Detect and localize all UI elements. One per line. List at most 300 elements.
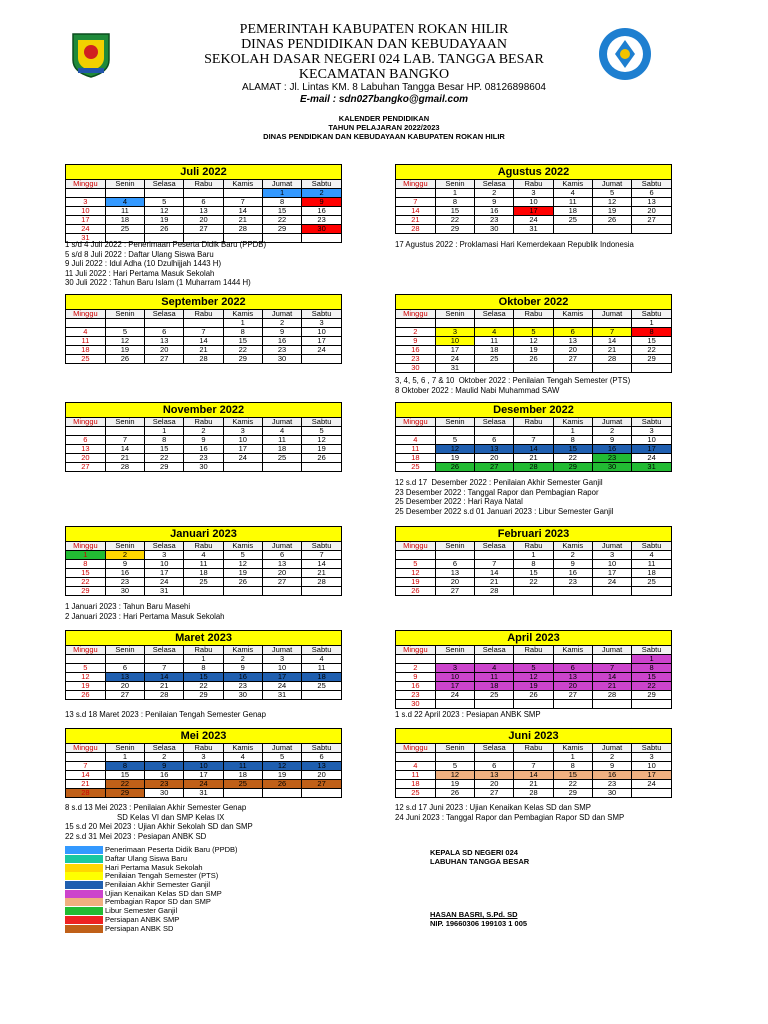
day-cell: 26 (435, 463, 474, 472)
weekday-header: Rabu (514, 542, 553, 551)
day-cell: 3 (223, 427, 262, 436)
day-cell (592, 319, 631, 328)
academic-year: TAHUN PELAJARAN 2022/2023 (328, 123, 440, 132)
weekday-header: Rabu (184, 310, 223, 319)
day-cell: 7 (514, 436, 553, 445)
day-cell: 16 (184, 445, 223, 454)
day-cell: 28 (592, 355, 631, 364)
day-cell (514, 587, 553, 596)
day-cell (145, 319, 184, 328)
day-cell: 26 (105, 355, 144, 364)
day-cell: 27 (262, 578, 301, 587)
event-note: 30 Juli 2022 : Tahun Baru Islam (1 Muharram 1444 H) (65, 278, 251, 287)
day-cell: 11 (475, 337, 514, 346)
day-cell: 25 (396, 789, 435, 798)
day-cell: 30 (184, 463, 223, 472)
weekday-header: Rabu (184, 180, 223, 189)
weekday-header: Jumat (262, 744, 301, 753)
day-cell: 19 (105, 346, 144, 355)
day-cell: 17 (262, 673, 301, 682)
day-cell: 10 (435, 673, 474, 682)
day-cell: 2 (184, 427, 223, 436)
day-cell (184, 319, 223, 328)
day-cell (223, 789, 262, 798)
weekday-header: Senin (435, 646, 474, 655)
month-title: September 2022 (66, 295, 341, 310)
event-note: 15 s.d 20 Mei 2023 : Ujian Akhir Sekolah SD dan SMP (65, 822, 253, 831)
weekday-header: Kamis (553, 180, 592, 189)
day-cell: 17 (145, 569, 184, 578)
day-cell: 21 (514, 780, 553, 789)
day-cell: 25 (302, 682, 341, 691)
day-cell (632, 364, 671, 373)
day-cell (105, 655, 144, 664)
day-cell (66, 189, 105, 198)
day-cell: 30 (223, 691, 262, 700)
day-cell: 1 (223, 319, 262, 328)
day-cell: 18 (553, 207, 592, 216)
day-cell: 7 (396, 198, 435, 207)
day-cell: 12 (514, 337, 553, 346)
day-cell: 6 (475, 762, 514, 771)
day-cell: 15 (145, 445, 184, 454)
day-cell: 20 (475, 780, 514, 789)
weekday-header: Kamis (553, 542, 592, 551)
day-cell: 20 (66, 454, 105, 463)
day-cell: 27 (302, 780, 341, 789)
weekday-header: Senin (435, 744, 474, 753)
day-cell: 23 (302, 216, 341, 225)
day-cell (514, 427, 553, 436)
calendar-okt (395, 294, 672, 373)
day-cell: 10 (435, 337, 474, 346)
calendar-jun (395, 728, 672, 798)
day-cell: 19 (262, 771, 301, 780)
day-cell: 28 (514, 463, 553, 472)
event-note: 5 s/d 8 Juli 2022 : Daftar Ulang Siswa Baru (65, 249, 214, 259)
day-cell: 26 (66, 691, 105, 700)
event-note: SD Kelas VI dan SMP Kelas IX (65, 812, 225, 822)
day-cell: 13 (475, 445, 514, 454)
day-cell: 7 (184, 328, 223, 337)
day-cell: 19 (592, 207, 631, 216)
legend-swatch (65, 925, 103, 933)
legend-swatch (65, 898, 103, 906)
day-cell: 26 (514, 691, 553, 700)
calendar-agu (395, 164, 672, 234)
day-cell: 5 (145, 198, 184, 207)
day-cell: 28 (514, 789, 553, 798)
day-cell: 6 (435, 560, 474, 569)
day-cell: 21 (105, 454, 144, 463)
day-cell (435, 551, 474, 560)
day-cell (66, 319, 105, 328)
day-cell (223, 463, 262, 472)
day-cell: 9 (262, 328, 301, 337)
legend-swatch (65, 881, 103, 889)
day-cell (632, 789, 671, 798)
day-cell: 12 (302, 436, 341, 445)
day-cell: 8 (105, 762, 144, 771)
event-note: 12 s.d 17 Juni 2023 : Ujian Kenaikan Kelas SD dan SMP (395, 803, 591, 812)
calendar-sep (65, 294, 342, 364)
day-cell: 5 (105, 328, 144, 337)
day-cell: 22 (105, 780, 144, 789)
legend-swatch (65, 916, 103, 924)
weekday-header: Jumat (262, 418, 301, 427)
day-cell: 12 (66, 673, 105, 682)
day-cell: 9 (592, 762, 631, 771)
day-cell: 10 (302, 328, 341, 337)
day-cell: 25 (475, 691, 514, 700)
signature-subtitle: LABUHAN TANGGA BESAR (430, 857, 530, 866)
day-cell: 11 (396, 771, 435, 780)
weekday-header: Sabtu (302, 180, 341, 189)
day-cell: 5 (396, 560, 435, 569)
day-cell: 23 (223, 682, 262, 691)
event-note: 12 s.d 17 Desember 2022 : Penilaian Akhir Semester Ganjil (395, 478, 603, 487)
day-cell: 1 (262, 189, 301, 198)
day-cell: 17 (302, 337, 341, 346)
day-cell: 23 (184, 454, 223, 463)
day-cell: 4 (475, 328, 514, 337)
event-note: 2 Januari 2023 : Hari Pertama Masuk Sekolah (65, 611, 225, 621)
weekday-header: Kamis (553, 418, 592, 427)
day-cell: 13 (553, 337, 592, 346)
day-cell: 18 (632, 569, 671, 578)
month-title: Desember 2022 (396, 403, 671, 418)
day-cell: 6 (66, 436, 105, 445)
weekday-header: Selasa (145, 310, 184, 319)
day-cell: 2 (592, 753, 631, 762)
day-cell: 18 (184, 569, 223, 578)
letterhead-line: KECAMATAN BANGKO (298, 67, 450, 82)
day-cell: 13 (302, 762, 341, 771)
day-cell: 3 (632, 427, 671, 436)
day-cell: 7 (592, 328, 631, 337)
day-cell: 4 (396, 436, 435, 445)
day-cell: 5 (302, 427, 341, 436)
day-cell: 21 (475, 578, 514, 587)
day-cell: 4 (66, 328, 105, 337)
day-cell: 1 (435, 189, 474, 198)
day-cell: 8 (553, 436, 592, 445)
day-cell (435, 319, 474, 328)
day-cell: 14 (223, 207, 262, 216)
day-cell: 9 (184, 436, 223, 445)
day-cell: 3 (302, 319, 341, 328)
day-cell: 27 (145, 355, 184, 364)
day-cell: 5 (66, 664, 105, 673)
day-cell: 9 (475, 198, 514, 207)
day-cell: 16 (145, 771, 184, 780)
weekday-header: Jumat (592, 646, 631, 655)
day-cell: 15 (105, 771, 144, 780)
day-cell: 20 (145, 346, 184, 355)
weekday-header: Sabtu (632, 418, 671, 427)
day-cell: 2 (553, 551, 592, 560)
day-cell (105, 427, 144, 436)
day-cell: 11 (66, 337, 105, 346)
department-line: DINAS PENDIDKAN DAN KEBUDAYAAN KABUPATEN ROKAN HILIR (263, 132, 505, 141)
day-cell: 12 (262, 762, 301, 771)
day-cell: 10 (223, 436, 262, 445)
day-cell: 2 (105, 551, 144, 560)
day-cell: 15 (184, 673, 223, 682)
day-cell: 11 (632, 560, 671, 569)
day-cell (553, 587, 592, 596)
weekday-header: Sabtu (302, 744, 341, 753)
weekday-header: Sabtu (302, 310, 341, 319)
day-cell: 12 (435, 771, 474, 780)
day-cell: 24 (145, 578, 184, 587)
day-cell: 22 (435, 216, 474, 225)
day-cell: 23 (553, 578, 592, 587)
day-cell: 24 (514, 216, 553, 225)
day-cell: 20 (105, 682, 144, 691)
day-cell: 28 (105, 463, 144, 472)
day-cell (396, 551, 435, 560)
calendar-jan (65, 526, 342, 596)
legend-label: Libur Semester Ganjil (105, 906, 178, 916)
month-title: Januari 2023 (66, 527, 341, 542)
day-cell: 11 (184, 560, 223, 569)
day-cell: 12 (145, 207, 184, 216)
day-cell: 2 (145, 753, 184, 762)
day-cell (223, 587, 262, 596)
calendar-nov (65, 402, 342, 472)
calendar-des (395, 402, 672, 472)
day-cell: 25 (105, 225, 144, 234)
weekday-header: Rabu (184, 542, 223, 551)
day-cell: 12 (592, 198, 631, 207)
weekday-header: Selasa (145, 744, 184, 753)
day-cell: 3 (262, 655, 301, 664)
day-cell (105, 319, 144, 328)
day-cell: 11 (396, 445, 435, 454)
weekday-header: Jumat (262, 180, 301, 189)
day-cell: 31 (145, 587, 184, 596)
day-cell: 26 (302, 454, 341, 463)
day-cell: 23 (105, 578, 144, 587)
day-cell: 13 (262, 560, 301, 569)
weekday-header: Selasa (145, 180, 184, 189)
day-cell: 30 (262, 355, 301, 364)
weekday-header: Senin (435, 418, 474, 427)
event-note: 24 Juni 2023 : Tanggal Rapor dan Pembagian Rapor SD dan SMP (395, 812, 625, 822)
day-cell: 4 (105, 198, 144, 207)
day-cell (632, 225, 671, 234)
weekday-header: Minggu (396, 310, 435, 319)
day-cell: 13 (553, 673, 592, 682)
day-cell: 27 (66, 463, 105, 472)
day-cell: 14 (592, 673, 631, 682)
day-cell: 28 (145, 691, 184, 700)
weekday-header: Selasa (475, 310, 514, 319)
day-cell: 24 (262, 682, 301, 691)
day-cell: 28 (223, 225, 262, 234)
day-cell: 17 (514, 207, 553, 216)
event-note: 8 s.d 13 Mei 2023 : Penilaian Akhir Semester Genap (65, 803, 247, 812)
day-cell: 20 (435, 578, 474, 587)
day-cell: 8 (223, 328, 262, 337)
day-cell: 13 (145, 337, 184, 346)
day-cell: 18 (396, 780, 435, 789)
day-cell: 14 (145, 673, 184, 682)
day-cell: 16 (396, 682, 435, 691)
day-cell: 1 (632, 655, 671, 664)
letterhead-line: PEMERINTAH KABUPATEN ROKAN HILIR (239, 22, 509, 37)
day-cell (514, 319, 553, 328)
day-cell (262, 789, 301, 798)
day-cell: 17 (435, 346, 474, 355)
day-cell: 19 (514, 346, 553, 355)
day-cell: 29 (145, 463, 184, 472)
day-cell: 17 (66, 216, 105, 225)
day-cell: 6 (632, 189, 671, 198)
letterhead-line: DINAS PENDIDIKAN DAN KEBUDAYAAN (241, 37, 507, 52)
day-cell: 27 (184, 225, 223, 234)
day-cell: 19 (66, 682, 105, 691)
day-cell: 30 (396, 364, 435, 373)
day-cell: 5 (223, 551, 262, 560)
day-cell (475, 655, 514, 664)
day-cell: 14 (396, 207, 435, 216)
day-cell: 24 (184, 780, 223, 789)
weekday-header: Jumat (262, 310, 301, 319)
day-cell: 12 (105, 337, 144, 346)
weekday-header: Senin (105, 646, 144, 655)
day-cell: 15 (553, 445, 592, 454)
day-cell: 14 (184, 337, 223, 346)
day-cell: 29 (223, 355, 262, 364)
day-cell (553, 225, 592, 234)
day-cell: 30 (145, 789, 184, 798)
month-title: November 2022 (66, 403, 341, 418)
day-cell: 19 (145, 216, 184, 225)
day-cell: 4 (302, 655, 341, 664)
day-cell: 25 (262, 454, 301, 463)
day-cell: 28 (184, 355, 223, 364)
day-cell: 9 (592, 436, 631, 445)
day-cell (553, 364, 592, 373)
letterhead-line: SEKOLAH DASAR NEGERI 024 LAB. TANGGA BESAR (204, 52, 544, 67)
weekday-header: Minggu (66, 646, 105, 655)
day-cell (105, 189, 144, 198)
weekday-header: Kamis (223, 418, 262, 427)
day-cell: 17 (632, 771, 671, 780)
weekday-header: Jumat (592, 418, 631, 427)
day-cell: 22 (66, 578, 105, 587)
event-note: 25 Desember 2022 s.d 01 Januari 2023 : Libur Semester Ganjil (395, 506, 614, 516)
weekday-header: Sabtu (302, 418, 341, 427)
legend-swatch (65, 855, 103, 863)
day-cell: 18 (396, 454, 435, 463)
day-cell: 4 (184, 551, 223, 560)
day-cell: 25 (396, 463, 435, 472)
legend-swatch (65, 872, 103, 880)
day-cell: 19 (223, 569, 262, 578)
day-cell (66, 753, 105, 762)
day-cell (262, 234, 301, 243)
event-note: 1 s.d 22 April 2023 : Pesiapan ANBK SMP (395, 710, 541, 719)
weekday-header: Minggu (66, 310, 105, 319)
day-cell: 19 (435, 454, 474, 463)
day-cell: 26 (592, 216, 631, 225)
weekday-header: Rabu (514, 418, 553, 427)
day-cell: 10 (262, 664, 301, 673)
month-title: Februari 2023 (396, 527, 671, 542)
day-cell: 24 (592, 578, 631, 587)
weekday-header: Senin (105, 180, 144, 189)
day-cell: 24 (632, 454, 671, 463)
weekday-header: Sabtu (632, 646, 671, 655)
day-cell: 11 (105, 207, 144, 216)
day-cell: 15 (553, 771, 592, 780)
day-cell: 15 (66, 569, 105, 578)
event-note: 8 Oktober 2022 : Maulid Nabi Muhammad SAW (395, 385, 560, 395)
day-cell: 3 (592, 551, 631, 560)
weekday-header: Selasa (475, 418, 514, 427)
weekday-header: Jumat (592, 542, 631, 551)
day-cell: 23 (592, 780, 631, 789)
day-cell (396, 319, 435, 328)
legend-swatch (65, 907, 103, 915)
weekday-header: Sabtu (302, 646, 341, 655)
day-cell: 7 (105, 436, 144, 445)
weekday-header: Senin (105, 744, 144, 753)
day-cell (475, 364, 514, 373)
month-title: Maret 2023 (66, 631, 341, 646)
day-cell (302, 463, 341, 472)
day-cell: 3 (435, 664, 474, 673)
document-title: KALENDER PENDIDIKAN (338, 114, 430, 123)
day-cell (435, 700, 474, 709)
day-cell: 20 (184, 216, 223, 225)
day-cell: 8 (145, 436, 184, 445)
day-cell (302, 355, 341, 364)
day-cell: 30 (592, 463, 631, 472)
day-cell: 7 (66, 762, 105, 771)
event-note: 13 s.d 18 Maret 2023 : Penilaian Tengah Semester Genap (65, 710, 266, 719)
event-note: 1 Januari 2023 : Tahun Baru Masehi (65, 602, 191, 611)
weekday-header: Sabtu (632, 744, 671, 753)
month-title: Juni 2023 (396, 729, 671, 744)
weekday-header: Senin (105, 310, 144, 319)
day-cell: 29 (184, 691, 223, 700)
day-cell: 1 (105, 753, 144, 762)
day-cell: 9 (223, 664, 262, 673)
legend-label: Pembagian Rapor SD dan SMP (105, 897, 211, 907)
day-cell (396, 655, 435, 664)
day-cell: 29 (632, 355, 671, 364)
day-cell: 28 (396, 225, 435, 234)
day-cell: 24 (302, 346, 341, 355)
day-cell: 21 (145, 682, 184, 691)
day-cell (475, 700, 514, 709)
day-cell: 22 (514, 578, 553, 587)
day-cell: 10 (592, 560, 631, 569)
day-cell (592, 587, 631, 596)
day-cell: 20 (553, 346, 592, 355)
day-cell: 22 (553, 780, 592, 789)
weekday-header: Selasa (475, 744, 514, 753)
day-cell: 14 (514, 771, 553, 780)
day-cell: 20 (262, 569, 301, 578)
day-cell (145, 189, 184, 198)
weekday-header: Selasa (475, 542, 514, 551)
day-cell: 22 (145, 454, 184, 463)
